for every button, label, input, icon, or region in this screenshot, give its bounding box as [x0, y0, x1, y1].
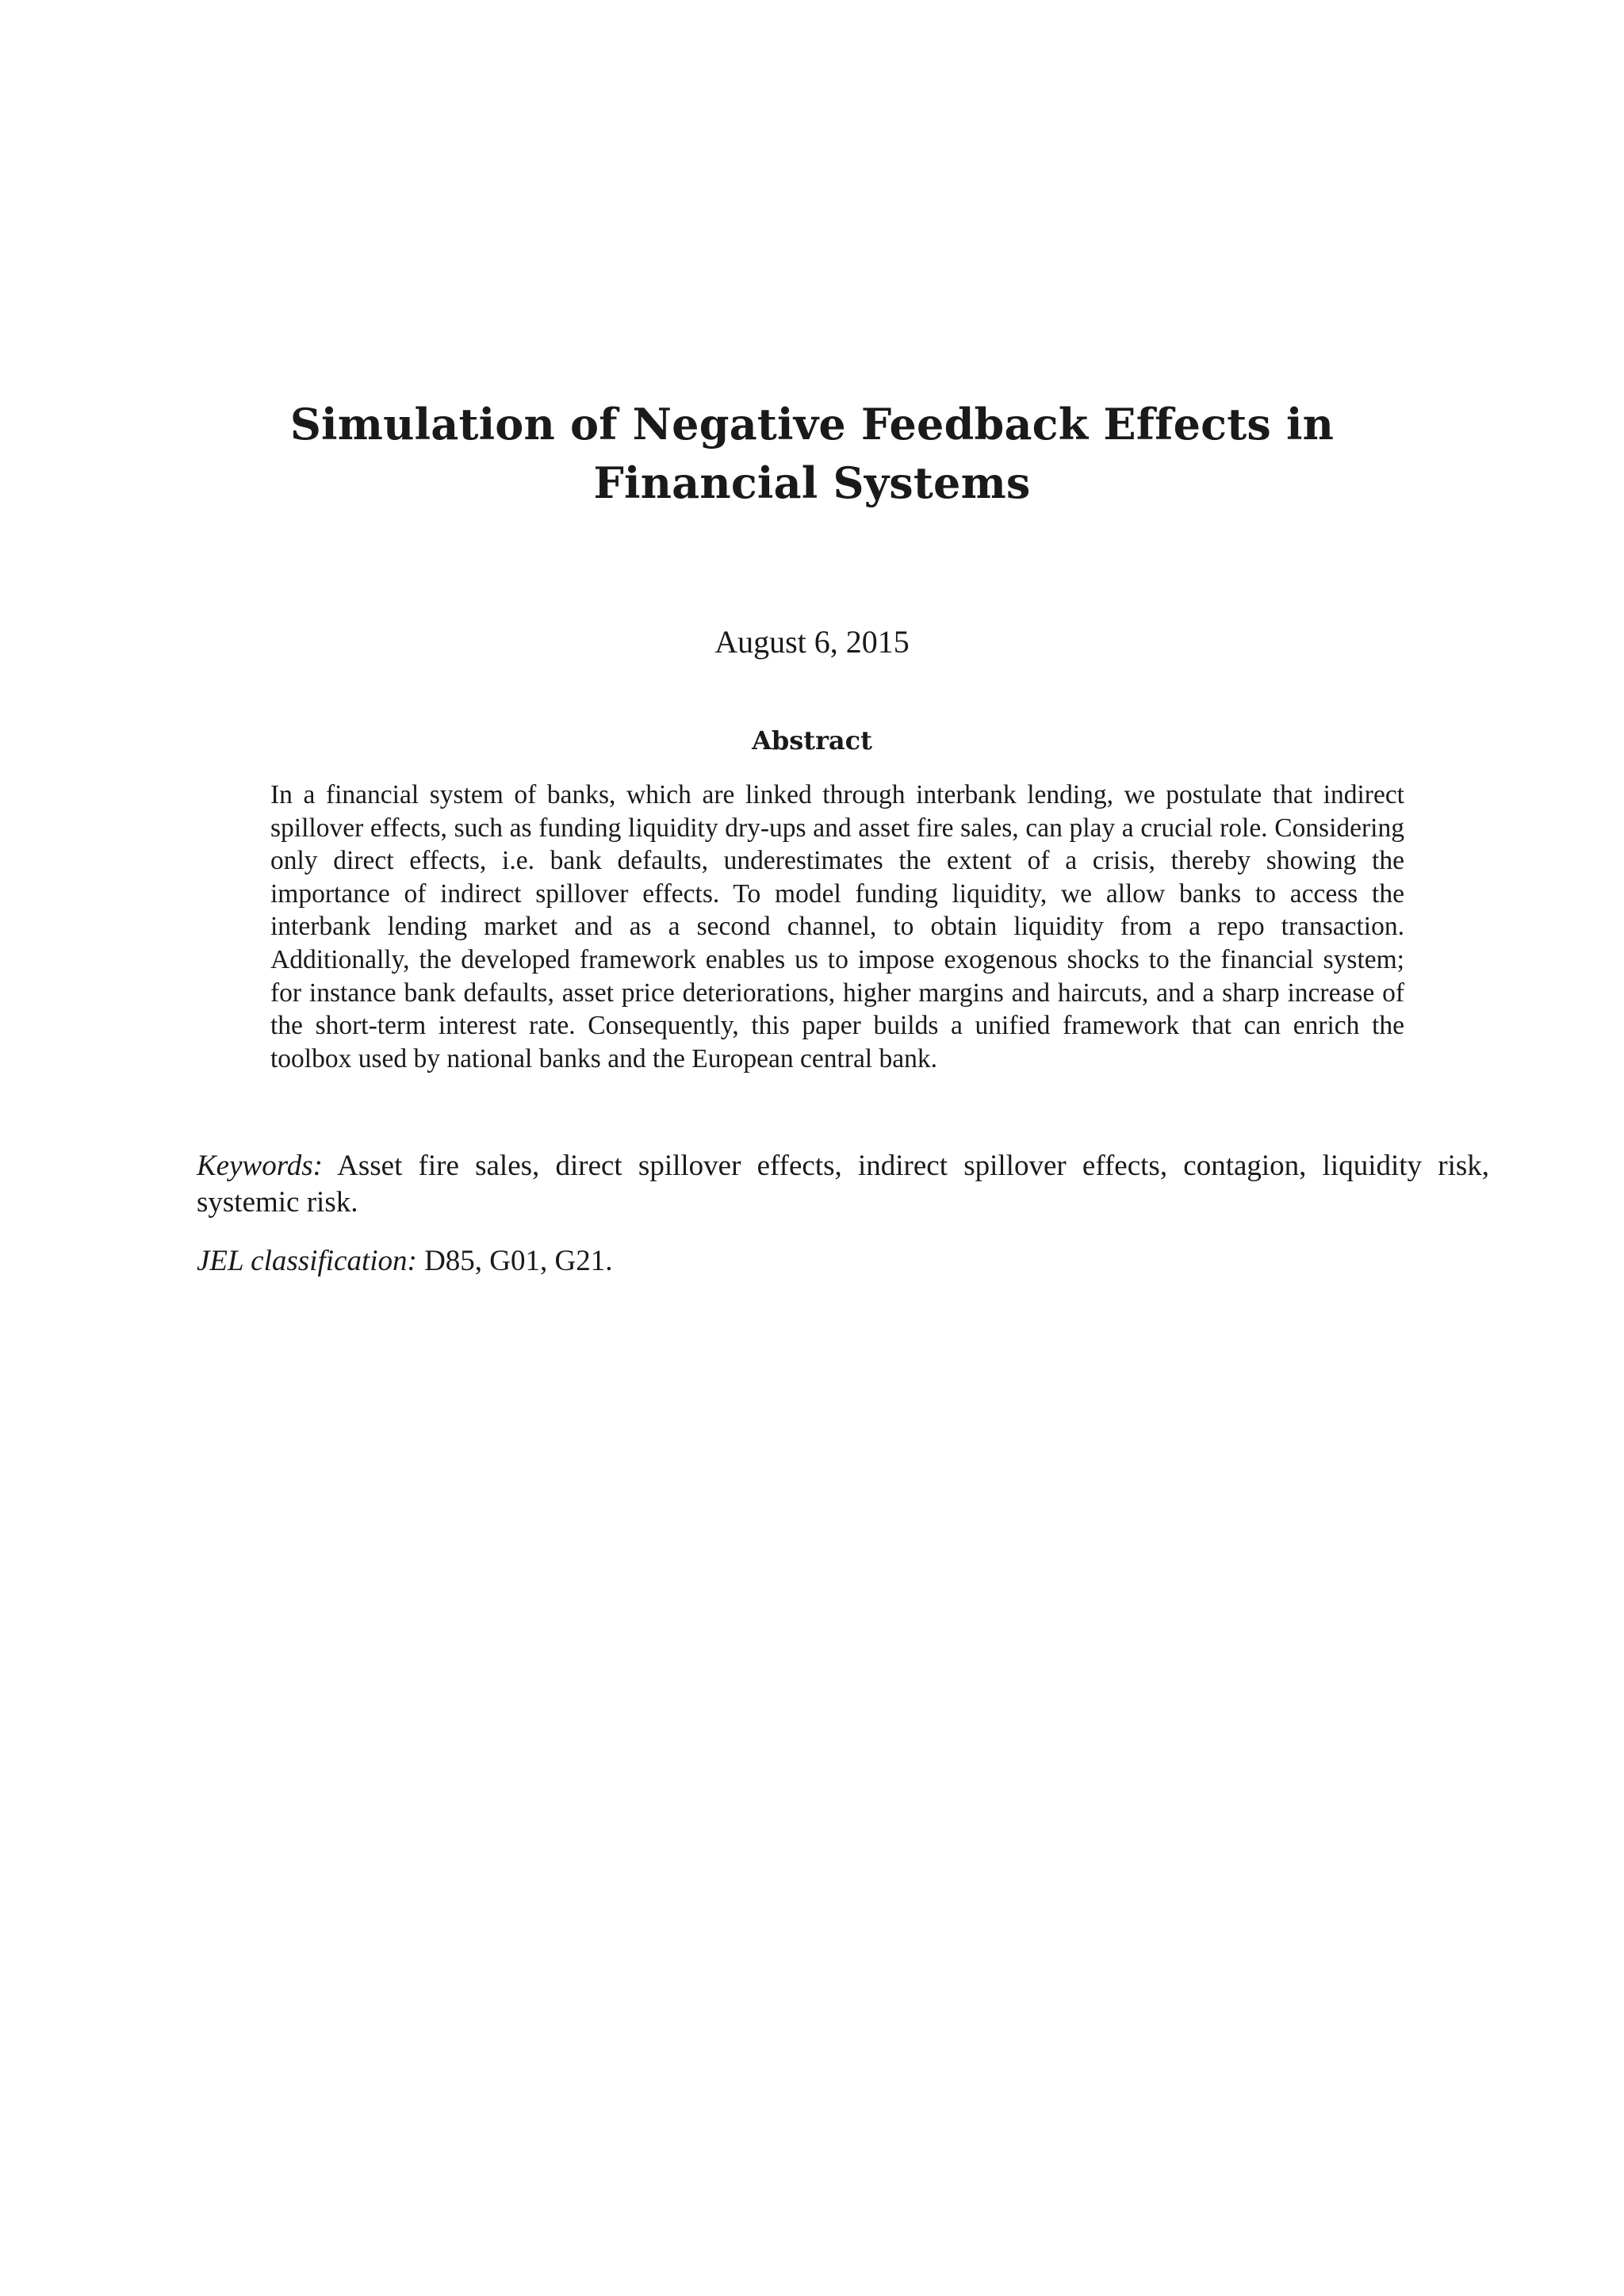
jel-label: JEL classification:	[197, 1245, 417, 1277]
keywords-text: Asset fire sales, direct spillover effects, indirect spillover effects, contagion, liquidity risk, systemic risk.	[197, 1150, 1489, 1219]
paper-title: Simulation of Negative Feedback Effects in Financial Systems	[289, 399, 1335, 508]
paper-date: August 6, 2015	[714, 624, 910, 660]
abstract-text: In a financial system of banks, which are linked through interbank lending, we postulate that indirect spillover effects, such as funding liquidity dry-ups and asset fire sales, can play a crucial role. Considering only direct effects, i.e. bank defaults, underestimates the extent of a crisis, thereby showing the importance of indirect spillover effects. To model funding liquidity, we allow banks to access the interbank lending market and as a second channel, to obtain liquidity from a repo transaction. Additionally, the developed framework enables us to impose exogenous shocks to the financial system; for instance bank defaults, asset price deteriorations, higher margins and haircuts, and a sharp increase of the short-term interest rate. Consequently, this paper builds a unified framework that can enrich the toolbox used by national banks and the European central bank.	[270, 780, 1404, 1073]
keywords-label: Keywords:	[197, 1150, 323, 1182]
abstract-heading: Abstract	[752, 725, 872, 756]
keywords-line	[197, 1148, 1489, 1221]
jel-codes: D85, G01, G21.	[424, 1245, 613, 1277]
jel-classification-line	[197, 1243, 1426, 1280]
